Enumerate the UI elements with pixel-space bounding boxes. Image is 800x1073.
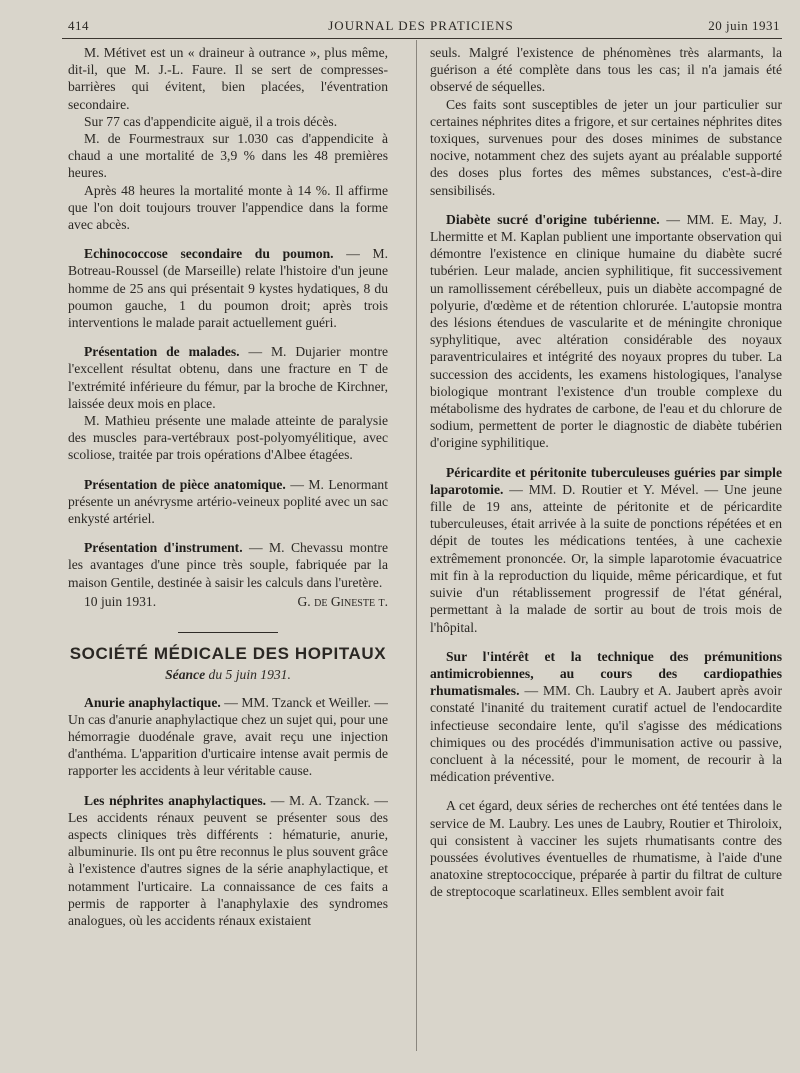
article-title: Les néphrites anaphylactiques.: [84, 792, 267, 808]
journal-title: JOURNAL DES PRATICIENS: [328, 18, 514, 33]
paragraph: Sur 77 cas d'appendicite aiguë, il a trois décès.: [84, 113, 338, 129]
right-column: [430, 44, 782, 1051]
section-rule: [178, 632, 278, 633]
paragraph: seuls. Malgré l'existence de phénomènes très alarmants, la guérison a été complète dans tous les cas; il n'a jamais été observé de séquelles.: [430, 45, 782, 95]
page-header: [62, 14, 780, 36]
signature-date: 10 juin 1931.: [84, 593, 157, 609]
article-title: Présentation d'instrument.: [84, 540, 243, 556]
article-premunitions: [430, 648, 782, 786]
article-malades: [68, 343, 388, 412]
article-pericardite: [430, 464, 782, 636]
article-title: Diabète sucré d'origine tubérienne.: [446, 211, 660, 227]
article-piece: [68, 476, 388, 528]
article-title: Présentation de pièce anatomique.: [84, 476, 286, 492]
article-instrument: [68, 539, 388, 591]
paragraph: M. de Fourmestraux sur 1.030 cas d'appendicite à chaud a une mortalité de 3,9 % dans les 48 premières heures.: [68, 131, 388, 181]
paragraph: Après 48 heures la mortalité monte à 14 %. Il affirme que l'on doit toujours trouver l'appendice dans la forme avec abcès.: [68, 182, 388, 233]
paragraph: M. Métivet est un « draineur à outrance », plus même, dit-il, que M. J.-L. Faure. Il se sert de compresses-barrières qui évitent, bien placées, l'éventration secondaire.: [68, 45, 388, 112]
article-nephrites: [68, 792, 388, 930]
article-text: — M. A. Tzanck. — Les accidents rénaux peuvent se présenter sous des aspects cliniques très différents : hématurie, anurie, albuminurie. Ils ont pu être reconnus le plus souvent grâce à l'existence d'autres signes de la série anaphylactique, et notamment l'urticaire. La connaissance de ces faits a permis de rapporter à l'anaphylaxie des syndromes analogues, où les accidents rénaux existaient: [68, 792, 388, 928]
article-diabete: [430, 211, 782, 452]
article-text: — MM. D. Routier et Y. Mével. — Une jeune fille de 19 ans, atteinte de péritonite et de péricardite tuberculeuses, était arrivée à la suite de ponctions répétées et en dépit de toutes les médications tentées, à une cachexie extrêmement prononcée. Or, la simple laparotomie évacuatrice mit fin à la reproduction du liquide, même péricardique, et fut suivie d'un rétablissement progressif de l'état général, permettant à la malade de sortir au bout de trois mois de l'hôpital.: [430, 481, 782, 635]
paragraph: M. Mathieu présente une malade atteinte de paralysie des muscles para-vertébraux post-polyomyélitique, avec scoliose, traitée par trois opérations d'Albee étagées.: [68, 413, 388, 463]
article-title: Péricardite et péritonite tuberculeuses guéries par simple laparotomie.: [430, 464, 782, 497]
column-divider: [416, 40, 417, 1051]
section-title: SOCIÉTÉ MÉDICALE DES HOPITAUX: [69, 644, 387, 664]
seance-date: du 5 juin 1931.: [205, 667, 291, 683]
page-number: 414: [68, 18, 89, 33]
article-title: Echinococcose secondaire du poumon.: [84, 246, 334, 262]
signature-author: G. de Gineste t.: [297, 593, 388, 609]
header-rule: [62, 38, 782, 39]
article-text: — M. Chevassu montre les avantages d'une pince très souple, fabriquée par la maison Gentile, destinée à saisir les calculs dans l'uretère.: [68, 540, 388, 590]
seance-line: [68, 666, 388, 683]
article-title: Anurie anaphylactique.: [84, 694, 221, 710]
left-column: [68, 44, 388, 1051]
article-text: — MM. E. May, J. Lhermitte et M. Kaplan publient une importante observation qui démontre l'existence en clinique humaine du diabète sucré tubérien. Leur malade, ancien syphilitique, fit successivement un ramollissement cérébelleux, puis un diabète accompagné de polyurie, d'œdème et de rétention chlorurée. L'autopsie montra des lésions étendues de vascularite et de méningite chronique syphylitique, avec altération considérable des noyaux paraventriculaires et intégrité des noyaux propres du tuber. La succession des accidents, les examens histologiques, l'analyse biologique montrant l'existence d'un trouble complexe du métabolisme des hydrates de carbone, de l'eau et du chlorure de sodium, permettent de porter le diagnostic de diabète tubérien d'origine syphilitique.: [430, 211, 782, 451]
seance-label: Séance: [165, 667, 206, 683]
article-text: — MM. Ch. Laubry et A. Jaubert après avoir constaté l'inanité du traitement curatif actuel de l'endocardite infectieuse secondaire lente, qu'il s'agisse des médications chimiques ou des procédés d'immunisation active ou passive, concluent à la nécessité, pour le moment, de recourir à la médication préventive.: [430, 683, 782, 785]
article-text: — M. Botreau-Roussel (de Marseille) relate l'histoire d'un jeune homme de 25 ans qui présentait 9 kystes hydatiques, 8 du poumon gauche, 1 du poumon droit; après trois interventions le malade parait actuellement guéri.: [68, 246, 388, 331]
article-text: — MM. Tzanck et Weiller. — Un cas d'anurie anaphylactique chez un sujet qui, pour une hémorragie duodénale grave, avait reçu une injection d'anthéma. L'apparition d'urticaire intense avait permis de rapporter les accidents à leur véritable cause.: [68, 694, 388, 779]
article-title: Présentation de malades.: [84, 344, 240, 360]
article-text: — M. Dujarier montre l'excellent résultat obtenu, dans une fracture en T de l'extrémité inférieure du fémur, par la broche de Kirchner, laissée deux mois en place.: [68, 344, 388, 411]
signature-line: [68, 593, 388, 610]
article-echinococcose: [68, 245, 388, 331]
paragraph: A cet égard, deux séries de recherches ont été tentées dans le service de M. Laubry. Les unes de Laubry, Routier et Thiroloix, qui consistent à vacciner les sujets rhumatisants contre des poussées évolutives éventuelles de rhumatisme, à l'aide d'une anatoxine streptococcique, préparée à partir du filtrat de culture de streptocoque scarlatineux. Elles semblent avoir fait: [430, 798, 782, 900]
issue-date: 20 juin 1931: [708, 18, 780, 33]
article-anurie: [68, 694, 388, 780]
article-text: — M. Lenormant présente un anévrysme artério-veineux poplité avec un sac enkysté artériel.: [68, 476, 388, 527]
article-title: Sur l'intérêt et la technique des prémunitions antimicrobiennes, au cours des cardiopathies rhumatismales.: [430, 648, 782, 699]
paragraph: Ces faits sont susceptibles de jeter un jour particulier sur certaines néphrites dites a frigore, et sur certaines néphrites dites toxiques, survenues pour des doses minimes de substance nocive, notamment chez des sujets ayant au préalable supporté des doses plus fortes des mêmes substances, c'est-à-dire sensibilisés.: [430, 96, 782, 198]
